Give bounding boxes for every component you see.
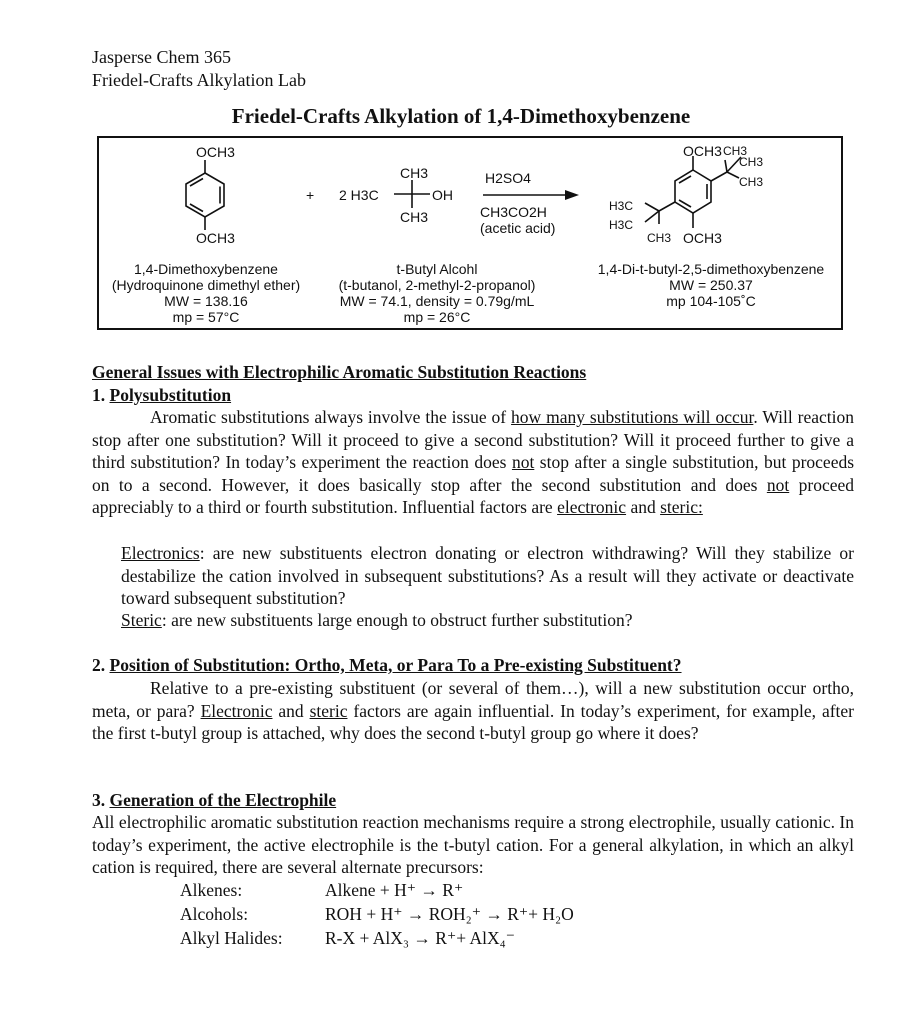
section3-title: Generation of the Electrophile	[109, 790, 337, 810]
precursor-label-alcohols: Alcohols:	[180, 904, 249, 924]
reagent-solvent-name: (acetic acid)	[480, 220, 556, 236]
s2-text-2: and	[278, 700, 304, 721]
section3-heading	[92, 789, 336, 812]
product-ring	[675, 170, 711, 213]
s2-emphasis-2: steric	[309, 700, 348, 721]
product-label-7: CH3	[647, 231, 672, 245]
reagent-catalyst: H2SO4	[485, 170, 531, 186]
section3-paragraph: All electrophilic aromatic substitution reaction mechanisms require a strong electrophile, usually cationic. In today’s experiment, the active electrophile is the t-butyl cation. For a general alkylation, in which an alkyl cation is required, there are several alternate precursors:	[92, 812, 854, 877]
reactant2-alt-name: (t-butanol, 2-methyl-2-propanol)	[338, 277, 536, 293]
product-name: 1,4-Di-t-butyl-2,5-dimethoxybenzene	[597, 261, 825, 277]
reaction-scheme	[97, 136, 843, 330]
reactant1-name: 1,4-Dimethoxybenzene	[134, 261, 278, 277]
section3-number: 3.	[92, 790, 106, 810]
precursor-eq-alkenes: Alkene + H⁺ → R⁺	[325, 880, 464, 900]
s2-emphasis-1: Electronic	[200, 700, 273, 721]
lab-header: Friedel-Crafts Alkylation Lab	[92, 70, 306, 90]
tbutanol-top-ch3: CH3	[400, 165, 429, 181]
section1-number: 1.	[92, 385, 106, 405]
product-label-2: CH3	[723, 144, 748, 158]
s1-emphasis-3: not	[766, 474, 790, 495]
electronics-label: Electronics	[121, 543, 200, 563]
product-info	[587, 261, 835, 309]
steric-text: : are new substituents large enough to obstruct further substitution?	[161, 610, 633, 630]
course-header: Jasperse Chem 365	[92, 47, 231, 67]
benzene-ring	[186, 173, 224, 217]
section-heading: General Issues with Electrophilic Aromatic Substitution Reactions	[92, 362, 587, 382]
electronics-text: : are new substituents electron donating or electron withdrawing? Will they stabilize or destabilize the cation involved in subsequent substitutions? As a result will they activate or deactivate toward subsequent substitution?	[121, 543, 854, 608]
product-mp: mp 104-105˚C	[666, 293, 756, 309]
precursor-eq-alkyl-halides: R-X + AlX₃ → R⁺+ AlX₄⁻	[325, 928, 515, 948]
section1-heading	[92, 384, 231, 407]
s1-text-2: . Will reaction stop after one substitution? Will it proceed to give a second substitution? Will it proceed further to give a third substitution? In today’s experiment the reaction does	[92, 407, 854, 472]
product-label-8: OCH3	[683, 230, 722, 246]
reactant1-top-group: OCH3	[196, 144, 235, 160]
tbutanol-oh: OH	[432, 187, 453, 203]
reactant2-mw: MW = 74.1, density = 0.79g/mL	[339, 293, 535, 309]
s1-text-1: Aromatic substitutions always involve the issue of	[150, 407, 507, 427]
reactant1-info	[103, 261, 309, 325]
s1-text-3: stop after a single substitution, but proceeds on to a second. However, it does basically stop after the second substitution and does	[92, 452, 855, 495]
s1-emphasis-5: steric:	[660, 497, 703, 517]
s2-text-3: factors are again influential. In today’s experiment, for example, after the first t-butyl group is attached, why does the second t-butyl group go where it does?	[92, 700, 855, 743]
product-label-3: CH3	[739, 155, 764, 169]
precursor-label-alkyl-halides: Alkyl Halides:	[180, 928, 283, 948]
page-title: Friedel-Crafts Alkylation of 1,4-Dimethoxybenzene	[231, 104, 691, 128]
steric-note	[121, 609, 632, 632]
s1-emphasis-4: electronic	[557, 497, 627, 517]
product-label-4: CH3	[739, 175, 764, 189]
tbutanol-h3c: 2 H3C	[339, 187, 379, 203]
reactant2-info	[317, 261, 557, 325]
product-label-5: H3C	[609, 199, 634, 213]
s2-text-1: Relative to a pre-existing substituent (or several of them…), will a new substitution occur ortho, meta, or para?	[92, 678, 854, 721]
reactant1-bottom-group: OCH3	[196, 230, 235, 246]
reactant1-alt-name: (Hydroquinone dimethyl ether)	[111, 277, 301, 293]
s1-emphasis-2: not	[511, 452, 535, 472]
s1-text-4: proceed appreciably to a third or fourth substitution. Influential factors are	[92, 474, 855, 517]
section2-title: Position of Substitution: Ortho, Meta, or Para To a Pre-existing Substituent?	[109, 655, 682, 675]
product-label-6: H3C	[609, 218, 634, 232]
section2-number: 2.	[92, 655, 106, 675]
s1-text-5: and	[630, 497, 656, 517]
section1-paragraph	[92, 406, 854, 519]
s1-emphasis-1: how many substitutions will occur	[511, 407, 754, 427]
steric-label: Steric	[121, 610, 162, 630]
section1-title: Polysubstitution	[109, 385, 232, 405]
precursor-label-alkenes: Alkenes:	[180, 880, 243, 900]
reactant2-mp: mp = 26°C	[403, 309, 471, 325]
electronics-note	[121, 542, 854, 610]
product-label-1: OCH3	[683, 143, 722, 159]
reactant1-mw: MW = 138.16	[164, 293, 248, 309]
section2-heading	[92, 654, 682, 677]
reagent-solvent: CH3CO2H	[480, 204, 547, 220]
reactant1-mp: mp = 57°C	[172, 309, 240, 325]
plus-sign: +	[306, 187, 315, 203]
reactant2-name: t-Butyl Alcohl	[396, 261, 478, 277]
tbutanol-bottom-ch3: CH3	[400, 209, 429, 225]
precursor-eq-alcohols: ROH + H⁺ → ROH₂⁺ → R⁺+ H₂O	[325, 904, 574, 924]
section2-paragraph	[92, 677, 854, 745]
product-mw: MW = 250.37	[669, 277, 753, 293]
